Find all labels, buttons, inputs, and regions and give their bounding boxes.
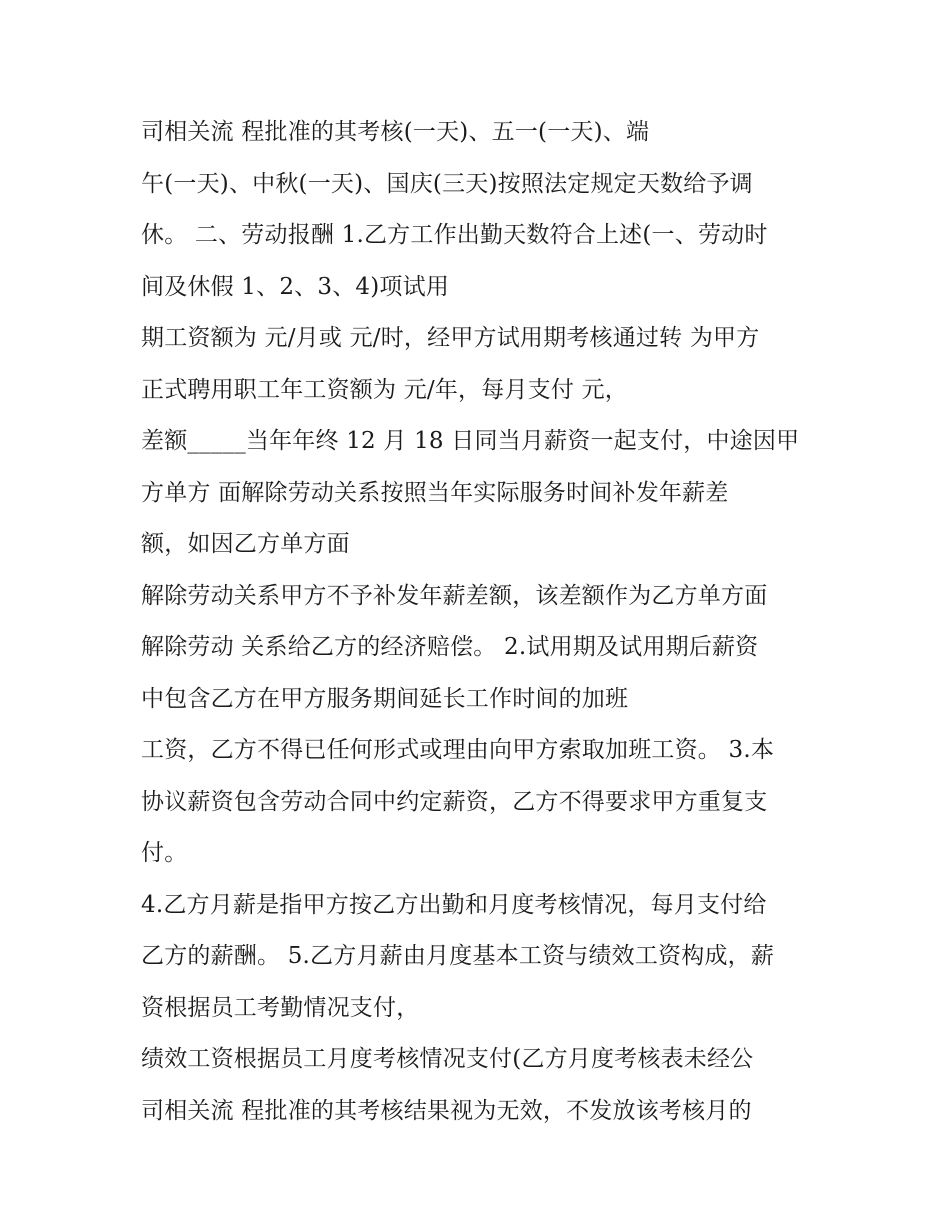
- text-line: 期工资额为 元/月或 元/时，经甲方试用期考核通过转 为甲方: [141, 325, 760, 351]
- text-line: 方单方 面解除劳动关系按照当年实际服务时间补发年薪差: [141, 479, 729, 506]
- text-line: 午(一天)、中秋(一天)、国庆(三天)按照法定规定天数给予调: [141, 170, 753, 197]
- text-line: 绩效工资根据员工月度考核情况支付(乙方月度考核表未经公: [141, 1046, 754, 1072]
- text-line: 工资，乙方不得已任何形式或理由向甲方索取加班工资。 3.本: [141, 737, 775, 763]
- text-line: 解除劳动 关系给乙方的经济赔偿。 2.试用期及试用期后薪资: [141, 634, 759, 660]
- text-line: 协议薪资包含劳动合同中约定薪资，乙方不得要求甲方重复支: [141, 788, 768, 815]
- text-line: 付。: [141, 840, 188, 866]
- text-line: 4.乙方月薪是指甲方按乙方出勤和月度考核情况，每月支付给: [141, 891, 767, 918]
- text-line: 乙方的薪酬。 5.乙方月薪由月度基本工资与绩效工资构成，薪: [141, 943, 775, 969]
- text-line: 正式聘用职工年工资额为 元/年，每月支付 元，: [141, 376, 628, 403]
- text-line: 资根据员工考勤情况支付，: [141, 994, 420, 1021]
- text-line: 休。 二、劳动报酬 1.乙方工作出勤天数符合上述(一、劳动时: [141, 222, 768, 248]
- text-line: 司相关流 程批准的其考核(一天)、五一(一天)、端: [141, 119, 650, 145]
- text-line: 额，如因乙方单方面: [141, 531, 350, 557]
- text-line: 解除劳动关系甲方不予补发年薪差额，该差额作为乙方单方面: [141, 582, 768, 609]
- text-line: 司相关流 程批准的其考核结果视为无效，不发放该考核月的: [141, 1097, 752, 1124]
- text-line: 间及休假 1、2、3、4)项试用: [141, 273, 450, 300]
- document-body: [141, 107, 841, 1137]
- text-line: 差额_____当年年终 12 月 18 日同当月薪资一起支付，中途因甲: [141, 428, 800, 454]
- text-line: 中包含乙方在甲方服务期间延长工作时间的加班: [141, 685, 629, 712]
